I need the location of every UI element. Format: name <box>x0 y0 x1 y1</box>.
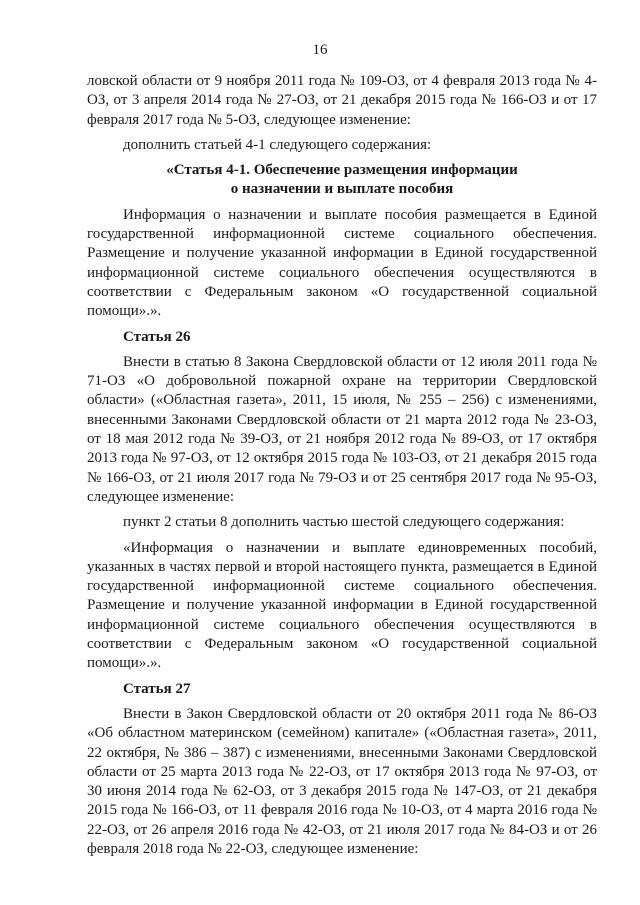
paragraph-article-27-intro: Внести в Закон Свердловской области от 20 октября 2011 года № 86-ОЗ «Об областном материнском (семейном) капитале» («Областная газета», 2011, 22 октября, № 386 – 387) с изменениями, внесенными Законами Свердловской области от 25 марта 2013 года № 22-ОЗ, от 17 октября 2013 года № 97-ОЗ, от 30 июня 2014 года № 62-ОЗ, от 3 декабря 2015 года № 147-ОЗ, от 21 декабря 2015 года № 166-ОЗ, от 11 февраля 2016 года № 10-ОЗ, от 4 марта 2016 года № 22-ОЗ, от 26 апреля 2016 года № 42-ОЗ, от 21 июля 2017 года № 84-ОЗ и от 26 февраля 2018 года № 22-ОЗ, следующее изменение: <box>87 705 597 857</box>
paragraph-article-26-intro: Внести в статью 8 Закона Свердловской области от 12 июля 2011 года № 71-ОЗ «О добровольной пожарной охране на территории Свердловской области» («Областная газета», 2011, 15 июля, № 255 – 256) с изменениями, внесенными Законами Свердловской области от 21 марта 2012 года № 23-ОЗ, от 18 мая 2012 года № 39-ОЗ, от 21 ноября 2012 года № 89-ОЗ, от 17 октября 2013 года № 97-ОЗ, от 12 октября 2015 года № 103-ОЗ, от 21 декабря 2015 года № 166-ОЗ, от 21 июля 2017 года № 79-ОЗ и от 25 сентября 2017 года № 95-ОЗ, следующее изменение: <box>87 353 597 505</box>
paragraph-article-26-instruction: пункт 2 статьи 8 дополнить частью шестой следующего содержания: <box>123 514 565 531</box>
paragraph-continuation: ловской области от 9 ноября 2011 года № 109-ОЗ, от 4 февраля 2013 года № 4-ОЗ, от 3 апреля 2014 года № 27-ОЗ, от 21 декабря 2015 года № 166-ОЗ и от 17 февраля 2017 года № 5-ОЗ, следующее изменение: <box>87 73 597 128</box>
article-4-1-heading <box>87 161 597 200</box>
article-4-1-heading-line2: о назначении и выплате пособия <box>230 181 454 198</box>
paragraph-article-26-new-text: «Информация о назначении и выплате единовременных пособий, указанных в частях первой и второй настоящего пункта, размещается в Единой государственной информационной системе социального обеспечения. Размещение и получение указанной информации в Единой государственной информационной системе социального обеспечения осуществляются в соответствии с Федеральным законом «О государственной социальной помощи».». <box>87 539 597 672</box>
document-body <box>87 72 597 859</box>
article-27-title: Статья 27 <box>123 680 191 697</box>
paragraph-article-4-1-text: Информация о назначении и выплате пособия размещается в Единой государственной информационной системе социального обеспечения. Размещение и получение указанной информации в Единой государственной информационной системе социального обеспечения осуществляются в соответствии с Федеральным законом «О государственной социальной помощи».». <box>87 206 597 320</box>
paragraph-amendment-instruction: дополнить статьей 4-1 следующего содержания: <box>123 136 432 153</box>
page-number: 16 <box>312 42 328 58</box>
article-4-1-heading-line1: «Статья 4-1. Обеспечение размещения информации <box>166 162 518 179</box>
article-26-title: Статья 26 <box>123 328 191 345</box>
